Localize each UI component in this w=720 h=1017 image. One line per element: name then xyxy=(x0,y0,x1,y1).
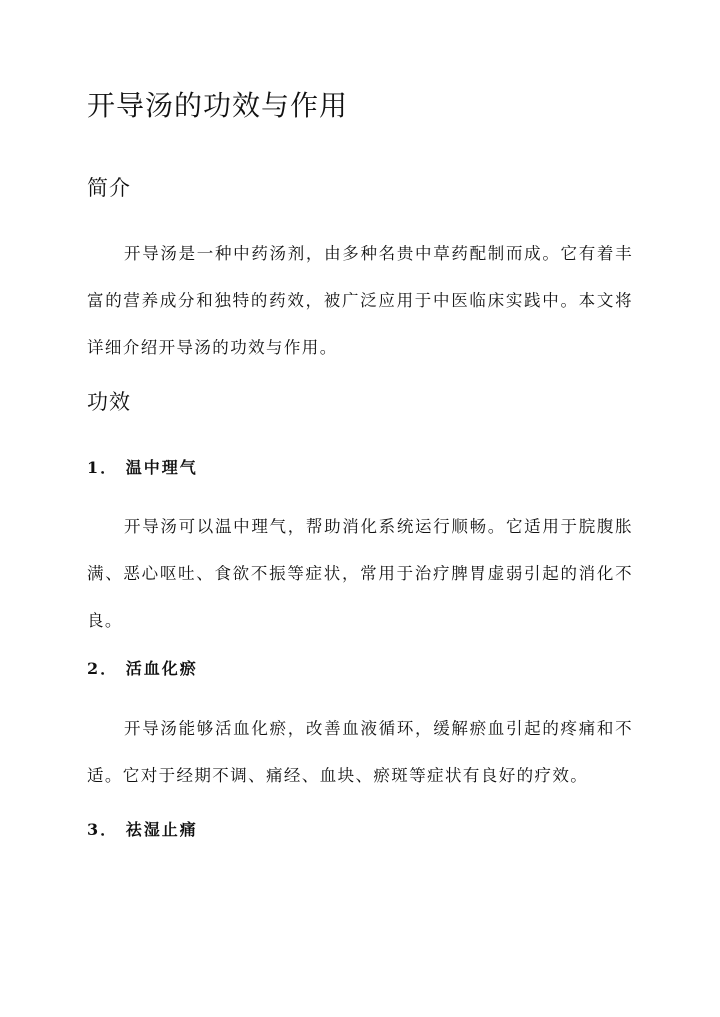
section-heading-effects: 功效 xyxy=(87,390,131,414)
effect-heading-2: 2． 活血化瘀 xyxy=(87,659,198,678)
effect-paragraph-2: 开导汤能够活血化瘀，改善血液循环，缓解瘀血引起的疼痛和不适。它对于经期不调、痛经、血块、瘀斑等症状有良好的疗效。 xyxy=(87,719,633,785)
effect-paragraph-1: 开导汤可以温中理气，帮助消化系统运行顺畅。它适用于脘腹胀满、恶心呕吐、食欲不振等症状，常用于治疗脾胃虚弱引起的消化不良。 xyxy=(87,517,633,630)
section-heading-intro: 简介 xyxy=(87,176,131,200)
effect-heading-1: 1． 温中理气 xyxy=(87,458,198,477)
intro-paragraph: 开导汤是一种中药汤剂，由多种名贵中草药配制而成。它有着丰富的营养成分和独特的药效，被广泛应用于中医临床实践中。本文将详细介绍开导汤的功效与作用。 xyxy=(87,244,633,357)
effect-heading-3: 3． 祛湿止痛 xyxy=(87,820,198,839)
document-title: 开导汤的功效与作用 xyxy=(87,89,349,122)
